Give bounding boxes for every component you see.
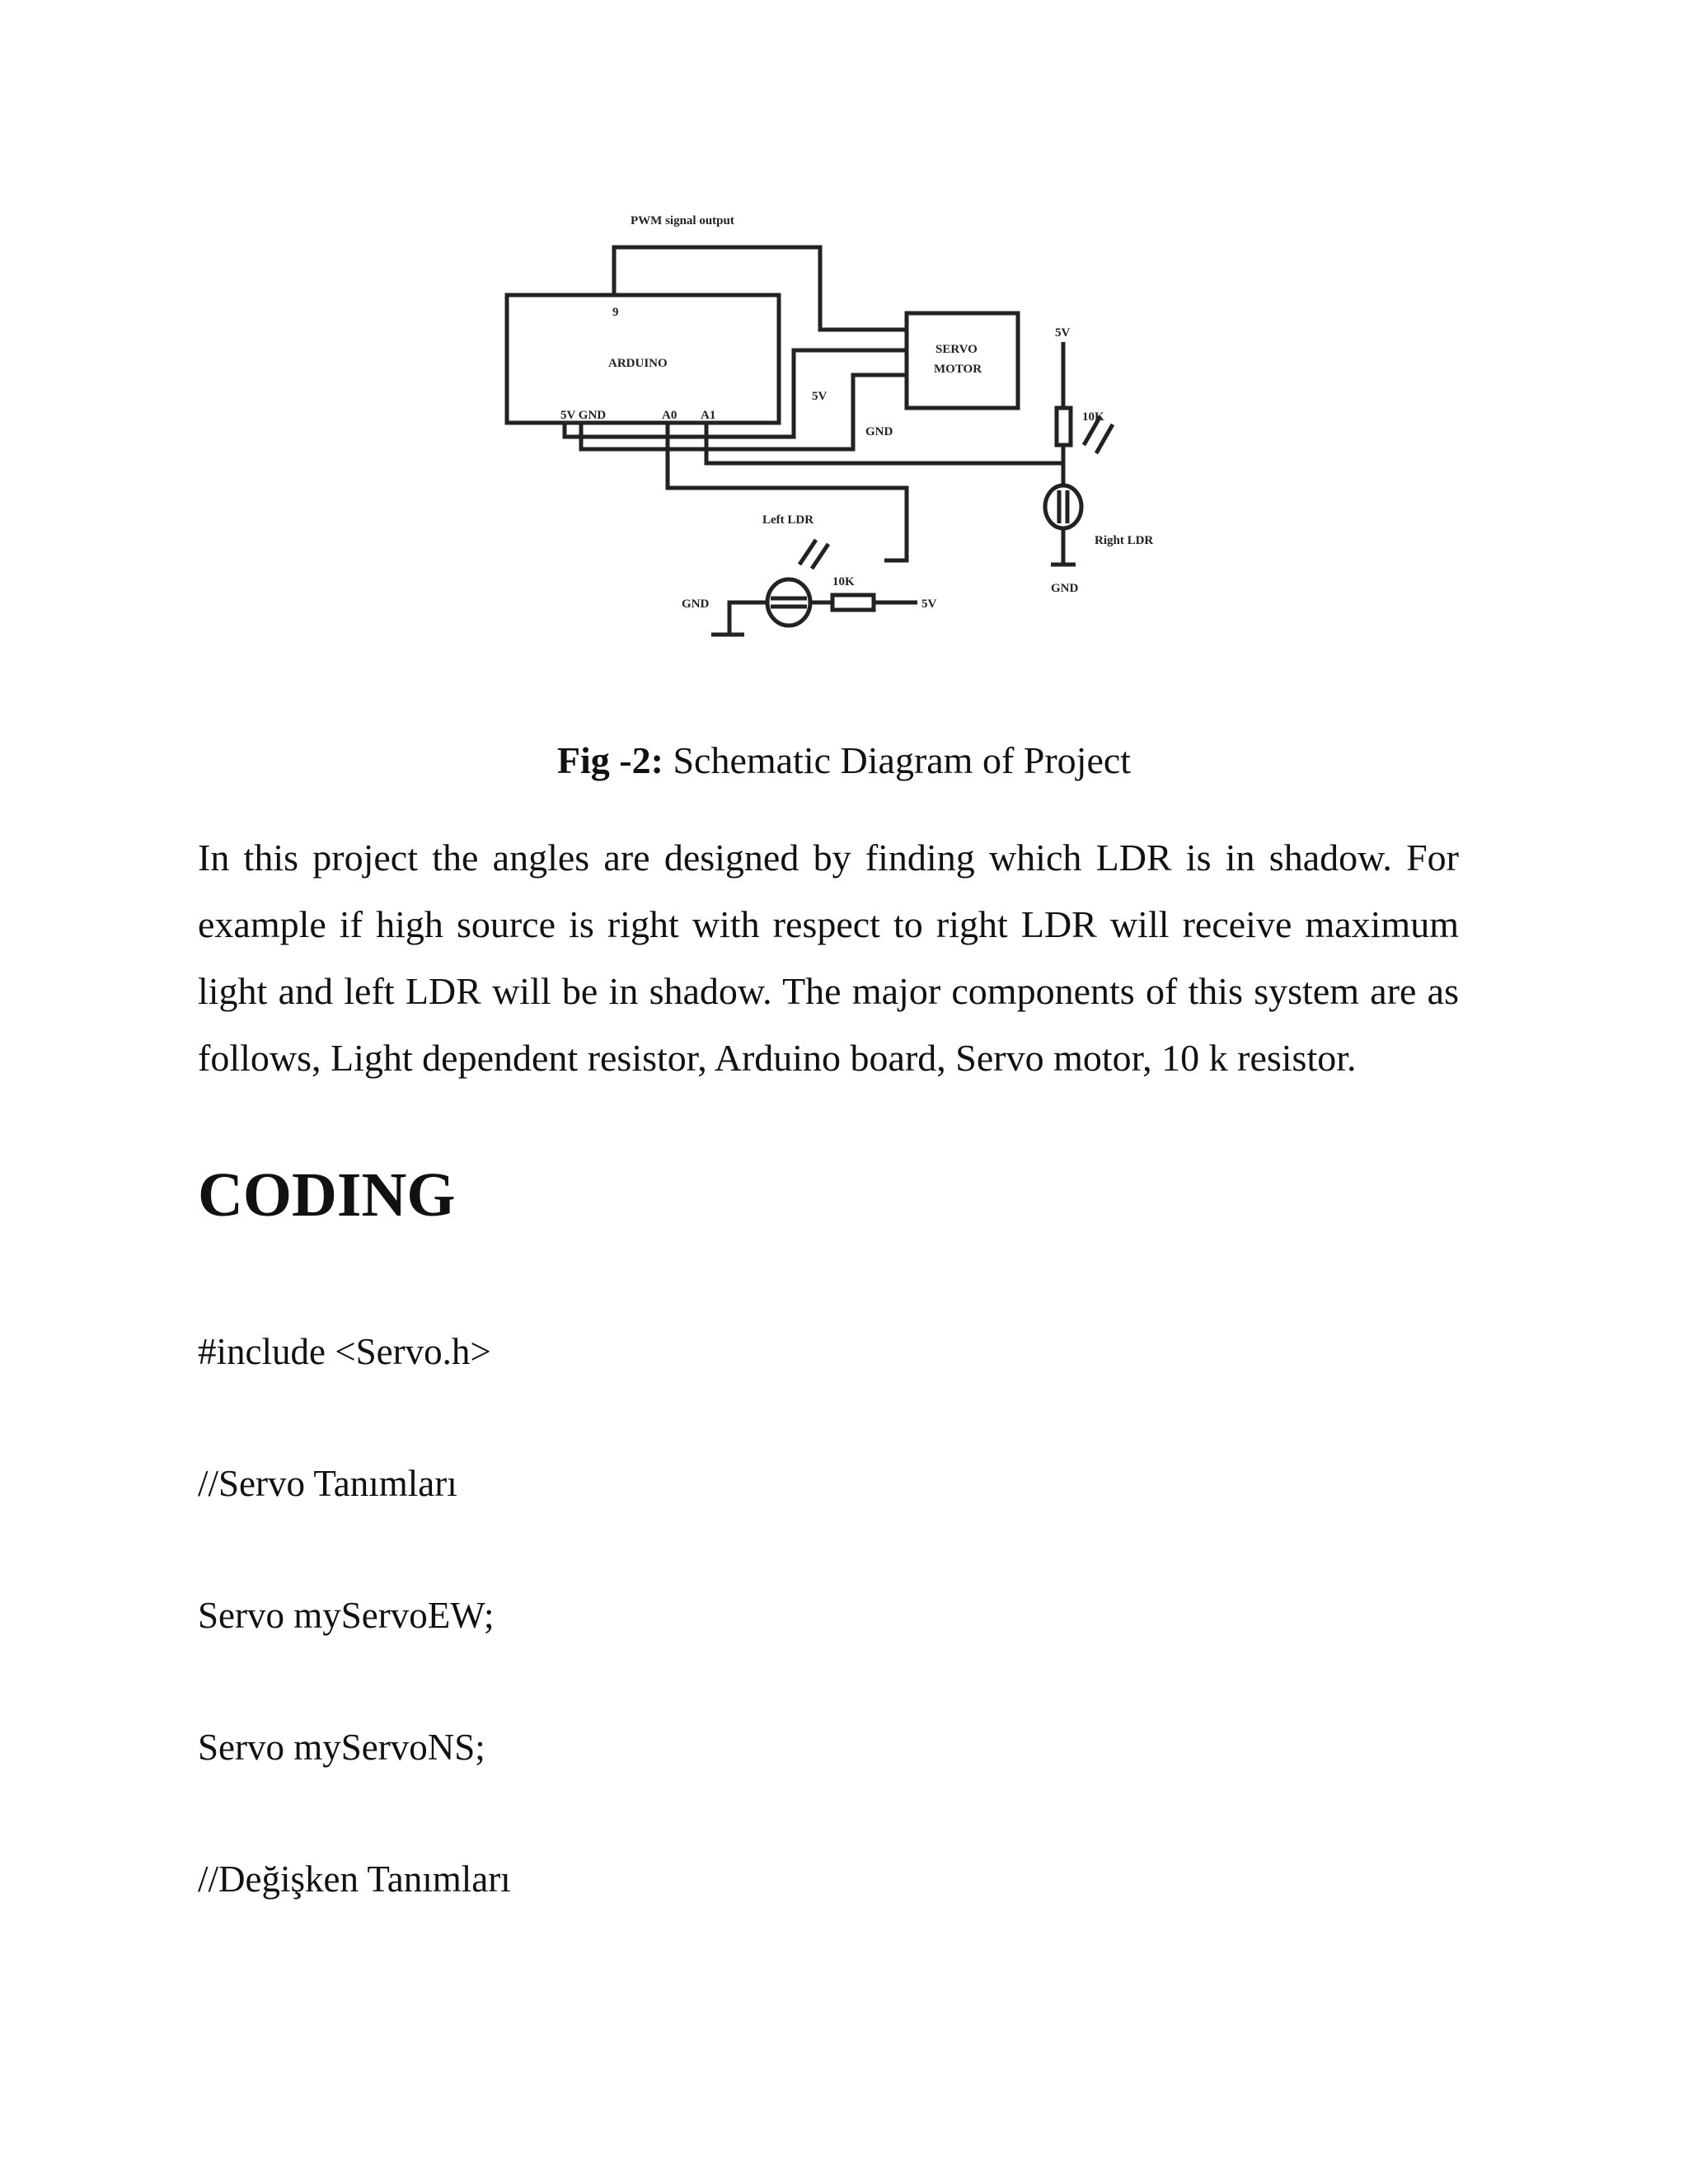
- label-a0: A0: [662, 409, 678, 422]
- label-right-res: 10K: [1082, 410, 1104, 424]
- label-right-gnd: GND: [1051, 582, 1079, 595]
- servo-motor: [907, 313, 1018, 408]
- right-ldr: [1045, 485, 1081, 528]
- left-ldr: [767, 579, 810, 626]
- label-right-ldr: Right LDR: [1095, 534, 1154, 547]
- code-line-comment-vars: //Değişken Tanımları: [198, 1858, 511, 1900]
- label-a1: A1: [701, 409, 716, 422]
- label-left-ldr: Left LDR: [762, 513, 814, 527]
- a0-wire: [668, 423, 907, 560]
- label-left-5v: 5V: [921, 598, 937, 611]
- code-line-comment-servo: //Servo Tanımları: [198, 1463, 457, 1504]
- code-line-servo-ew: Servo myServoEW;: [198, 1595, 495, 1636]
- caption-label: Fig -2:: [556, 739, 663, 781]
- label-top-5v: 5V: [1055, 326, 1071, 340]
- label-servo-1: SERVO: [935, 343, 978, 356]
- label-left-gnd: GND: [682, 598, 710, 611]
- figure-caption: [0, 738, 1688, 784]
- body-paragraph: In this project the angles are designed by finding which LDR is in shadow. For example if high source is right with respect to right LDR will receive maximum light and left LDR will be in shadow. The major components of this system are as follows, Light dependent resistor, Arduino board, Servo motor, 10 k resistor.: [198, 837, 1459, 1079]
- label-servo-2: MOTOR: [934, 363, 982, 376]
- code-line-include: #include <Servo.h>: [198, 1331, 491, 1372]
- label-servo-5v: 5V: [812, 390, 828, 403]
- label-pwm: PWM signal output: [631, 214, 734, 227]
- section-heading: CODING: [198, 1160, 456, 1230]
- label-servo-gnd: GND: [865, 425, 893, 438]
- caption-text: Schematic Diagram of Project: [663, 739, 1132, 781]
- left-resistor: [832, 595, 874, 610]
- right-resistor: [1057, 408, 1071, 445]
- label-pins-left: 5V GND: [560, 409, 607, 422]
- schematic-figure: [490, 198, 1179, 684]
- label-pin9: 9: [612, 306, 619, 319]
- code-line-servo-ns: Servo myServoNS;: [198, 1727, 485, 1768]
- schematic-diagram: [490, 198, 1179, 684]
- label-left-res: 10K: [832, 575, 855, 588]
- label-arduino: ARDUINO: [608, 357, 668, 370]
- pwm-wire: [614, 247, 907, 330]
